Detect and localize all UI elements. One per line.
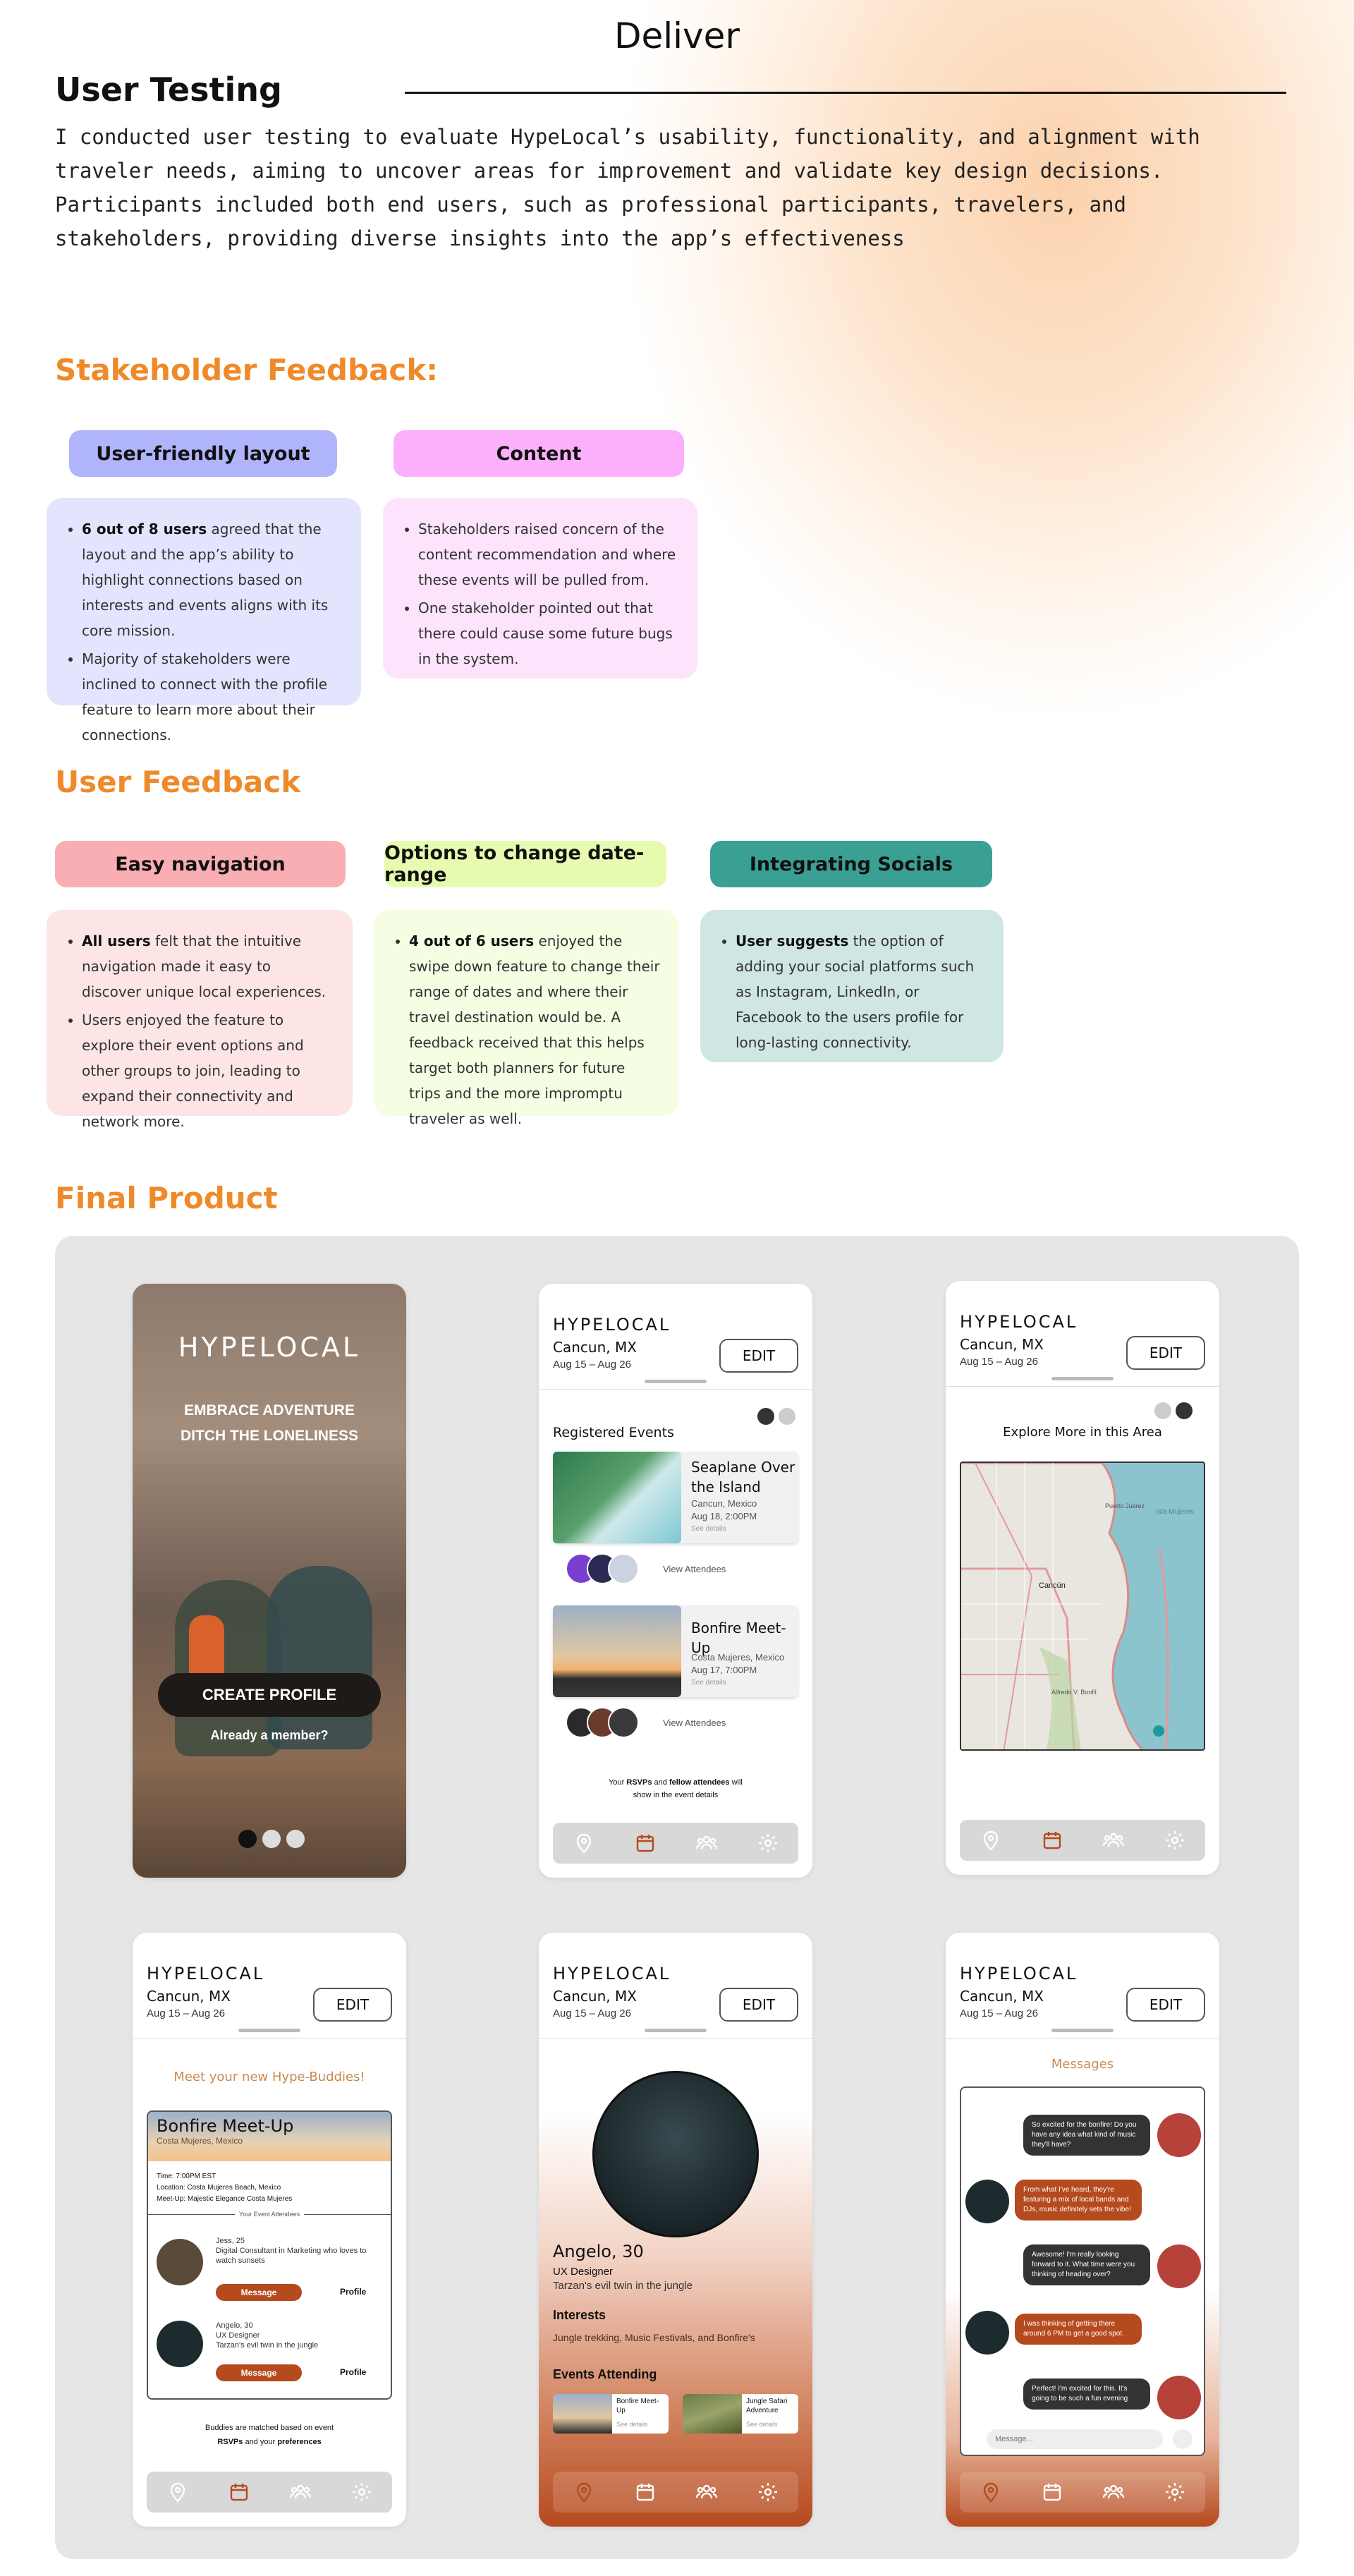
edit-button[interactable]: EDIT (1126, 1336, 1205, 1370)
event-location: Location: Costa Mujeres Beach, Mexico (157, 2184, 281, 2192)
edit-button[interactable]: EDIT (719, 1339, 798, 1373)
phase-title: Deliver (614, 16, 740, 56)
tab-bar (553, 1823, 798, 1864)
send-button[interactable] (1173, 2429, 1193, 2449)
message-button[interactable]: Message (216, 2284, 302, 2301)
event-image (553, 1605, 681, 1697)
page-dots[interactable] (757, 1408, 795, 1425)
edit-button[interactable]: EDIT (313, 1988, 392, 2022)
people-icon[interactable] (1102, 2480, 1126, 2504)
buddy-name: Angelo, 30 (216, 2321, 253, 2330)
app-header (946, 1281, 1219, 1387)
pill-date-range: Options to change date-range (384, 841, 666, 887)
registered-heading: Registered Events (553, 1425, 674, 1440)
phone-messages (946, 1933, 1219, 2527)
pill-user-friendly-layout: User-friendly layout (69, 430, 337, 477)
bullet: • 4 out of 6 users enjoyed the swipe down feature to change their range of dates and where their travel destination would be. A feedback received that this helps target both planners for future trips and the more impromptu traveler as well. (409, 928, 660, 1131)
avatar[interactable] (157, 2321, 203, 2367)
app-header (946, 1933, 1219, 2039)
chat-window (960, 2086, 1205, 2456)
pill-content: Content (394, 430, 684, 477)
event-title: Bonfire Meet-Up (691, 1620, 786, 1656)
tab-bar (960, 1820, 1205, 1861)
attendees-row[interactable] (566, 1707, 812, 1738)
event-banner (148, 2112, 391, 2161)
app-dates: Aug 15 – Aug 26 (960, 2007, 1038, 2019)
messages-heading: Messages (1051, 2057, 1114, 2072)
card-content (383, 498, 697, 679)
map-label: Isla Mujeres (1156, 1508, 1194, 1516)
event-title: Seaplane Over the Island (691, 1459, 795, 1495)
event-place: Costa Mujeres, Mexico (691, 1652, 785, 1663)
event-date: Aug 18, 2:00PM (691, 1511, 757, 1521)
tab-bar (960, 2472, 1205, 2513)
carousel-dot[interactable] (262, 1830, 281, 1848)
tab-bar (147, 2472, 392, 2513)
event-title: Bonfire Meet-Up (157, 2116, 294, 2136)
create-profile-button[interactable]: CREATE PROFILE (158, 1673, 381, 1717)
interests-text: Jungle trekking, Music Festivals, and Bonfire's (553, 2332, 755, 2343)
final-product-title: Final Product (55, 1181, 278, 1215)
chat-bubble: Perfect! I'm excited for this. It's going to be such a fun evening (1023, 2378, 1150, 2410)
app-location: Cancun, MX (553, 1339, 637, 1356)
see-details-link[interactable]: See details (746, 2421, 778, 2428)
app-header (133, 1933, 406, 2039)
people-icon[interactable] (1102, 1828, 1126, 1852)
chat-bubble: So excited for the bonfire! Do you have any idea what kind of music they'll have? (1023, 2115, 1150, 2156)
avatar[interactable] (1157, 2376, 1201, 2419)
profile-link[interactable]: Profile (340, 2287, 367, 2297)
event-image (553, 1452, 681, 1543)
buddy-role: UX Designer (216, 2331, 260, 2340)
already-member-link[interactable]: Already a member? (210, 1728, 329, 1742)
people-icon[interactable] (288, 2480, 312, 2504)
event-time: Time: 7:00PM EST (157, 2173, 216, 2180)
page-dots[interactable] (1154, 1402, 1193, 1419)
card-integrating-socials (700, 910, 1004, 1062)
app-location: Cancun, MX (960, 1988, 1044, 2005)
event-place: Cancun, Mexico (691, 1498, 757, 1509)
chat-bubble: I was thinking of getting there around 6 PM to get a good spot. (1015, 2314, 1142, 2345)
app-dates: Aug 15 – Aug 26 (960, 1356, 1038, 1368)
location-pin-icon[interactable] (166, 2480, 190, 2504)
gear-icon[interactable] (1163, 2480, 1187, 2504)
app-location: Cancun, MX (553, 1988, 637, 2005)
view-attendees-link[interactable]: View Attendees (663, 1717, 726, 1728)
event-list (539, 1452, 812, 1738)
edit-button[interactable]: EDIT (1126, 1988, 1205, 2022)
chat-bubble: From what I've heard, they're featuring a mix of local bands and DJs, music definitely sets the vibe! (1015, 2180, 1142, 2220)
avatar[interactable] (965, 2311, 1009, 2355)
people-icon[interactable] (695, 1831, 719, 1855)
drag-handle[interactable] (645, 1380, 707, 1383)
bullet: • Users enjoyed the feature to explore their event options and other groups to join, leading to expand their connectivity and network more. (82, 1007, 334, 1134)
pill-integrating-socials: Integrating Socials (710, 841, 992, 887)
app-dates: Aug 15 – Aug 26 (553, 2007, 631, 2019)
gear-icon[interactable] (350, 2480, 374, 2504)
stakeholder-feedback-title: Stakeholder Feedback: (55, 353, 439, 387)
event-title: Jungle Safari Adventure (746, 2398, 788, 2414)
hiker-figure (267, 1566, 372, 1749)
drag-handle[interactable] (1051, 2029, 1114, 2032)
map[interactable] (960, 1462, 1205, 1751)
calendar-icon[interactable] (1040, 1828, 1064, 1852)
bullet: • All users felt that the intuitive navigation made it easy to discover unique local experiences. (82, 928, 334, 1004)
calendar-icon[interactable] (227, 2480, 251, 2504)
app-brand: HYPELOCAL (147, 1964, 265, 1983)
app-brand: HYPELOCAL (960, 1964, 1078, 1983)
profile-name: Angelo, 30 (553, 2242, 644, 2261)
chat-bubble: Awesome! I'm really looking forward to it. What time were you thinking of heading over? (1023, 2244, 1150, 2285)
avatar[interactable] (1157, 2113, 1201, 2157)
pill-easy-navigation: Easy navigation (55, 841, 346, 887)
view-attendees-link[interactable]: View Attendees (663, 1563, 726, 1574)
drag-handle[interactable] (238, 2029, 300, 2032)
drag-handle[interactable] (1051, 1377, 1114, 1380)
phone-welcome (133, 1284, 406, 1878)
map-label: Alfredo V. Bonfil (1051, 1689, 1097, 1696)
buddies-footer: Buddies are matched based on event RSVPs and your preferences (205, 2424, 334, 2446)
app-header (539, 1284, 812, 1390)
card-easy-navigation (47, 910, 353, 1130)
gear-icon[interactable] (756, 1831, 780, 1855)
bullet: • 6 out of 8 users agreed that the layout and the app’s ability to highlight connections based on interests and events aligns with its core mission. (82, 516, 343, 643)
tab-bar (553, 2472, 798, 2513)
map-label: Puerto Juárez (1105, 1502, 1145, 1509)
card-date-range (374, 910, 678, 1127)
message-button[interactable]: Message (216, 2364, 302, 2381)
registered-footer: Your RSVPs and fellow attendees will show in the event details (609, 1778, 743, 1799)
bullet: • Stakeholders raised concern of the content recommendation and where these events will be pulled from. (418, 516, 679, 593)
gear-icon[interactable] (1163, 1828, 1187, 1852)
profile-link[interactable]: Profile (340, 2367, 367, 2377)
welcome-brand: HYPELOCAL (178, 1332, 361, 1363)
tagline-2: DITCH THE LONELINESS (180, 1428, 358, 1444)
user-testing-intro: I conducted user testing to evaluate HypeLocal’s usability, functionality, and alignment with traveler needs, aiming to uncover areas for improvement and validate key design decisions. Participants included both end users, such as professional participants, travelers, and stakeholders, providing diverse insights into the app’s effectiveness (55, 125, 1200, 250)
attending-event-card[interactable] (553, 2394, 669, 2434)
app-header (539, 1933, 812, 2039)
phone-explore (946, 1281, 1219, 1875)
phone-registered-events (539, 1284, 812, 1878)
event-card[interactable] (553, 1452, 798, 1543)
location-pin-icon[interactable] (572, 1831, 596, 1855)
bullet: • Majority of stakeholders were inclined to connect with the profile feature to learn more about their connections. (82, 646, 343, 748)
message-input[interactable] (987, 2429, 1163, 2449)
interests-label: Interests (553, 2308, 606, 2322)
buddies-heading: Meet your new Hype-Buddies! (173, 2070, 365, 2084)
see-details-link[interactable]: See details (691, 1525, 726, 1533)
app-dates: Aug 15 – Aug 26 (147, 2007, 225, 2019)
attendees-divider: Your Event Attendees (148, 2211, 391, 2218)
card-user-friendly-layout (47, 498, 361, 743)
location-pin-icon[interactable] (572, 2480, 596, 2504)
event-thumb (683, 2394, 742, 2434)
event-place: Costa Mujeres, Mexico (157, 2136, 243, 2146)
phone-profile (539, 1933, 812, 2527)
event-date: Aug 17, 7:00PM (691, 1665, 757, 1675)
profile-photo[interactable] (592, 2071, 759, 2237)
app-dates: Aug 15 – Aug 26 (553, 1359, 631, 1371)
bullet: • One stakeholder pointed out that there could cause some future bugs in the system. (418, 595, 679, 672)
gear-icon[interactable] (756, 2480, 780, 2504)
app-location: Cancun, MX (960, 1336, 1044, 1353)
see-details-link[interactable]: See details (616, 2421, 648, 2428)
avatar[interactable] (1157, 2244, 1201, 2288)
calendar-icon[interactable] (1040, 2480, 1064, 2504)
calendar-icon[interactable] (633, 2480, 657, 2504)
edit-button[interactable]: EDIT (719, 1988, 798, 2022)
buddies-card (147, 2110, 392, 2400)
tagline-1: EMBRACE ADVENTURE (184, 1402, 355, 1418)
title-rule (405, 92, 1286, 94)
events-attending-label: Events Attending (553, 2367, 657, 2381)
app-brand: HYPELOCAL (553, 1315, 671, 1335)
buddy-bio: Tarzan's evil twin in the jungle (216, 2341, 319, 2350)
app-location: Cancun, MX (147, 1988, 231, 2005)
profile-bio: Tarzan's evil twin in the jungle (553, 2280, 693, 2292)
explore-heading: Explore More in this Area (1003, 1425, 1162, 1440)
buddy-name: Jess, 25 (216, 2237, 245, 2245)
map-label: Cancún (1039, 1581, 1066, 1590)
user-feedback-title: User Feedback (55, 765, 301, 799)
event-meetup: Meet-Up: Majestic Elegance Costa Mujeres (157, 2195, 293, 2203)
bullet: • User suggests the option of adding your social platforms such as Instagram, LinkedIn, or Facebook to the users profile for long-lasting connectivity. (736, 928, 985, 1055)
profile-role: UX Designer (553, 2266, 614, 2278)
drag-handle[interactable] (645, 2029, 707, 2032)
avatar[interactable] (157, 2239, 203, 2285)
attending-event-card[interactable] (683, 2394, 798, 2434)
location-pin-icon[interactable] (979, 1828, 1003, 1852)
event-card[interactable] (553, 1605, 798, 1697)
user-testing-title: User Testing (55, 71, 282, 109)
carousel-dots[interactable] (238, 1830, 305, 1848)
location-pin-icon[interactable] (979, 2480, 1003, 2504)
avatar[interactable] (965, 2180, 1009, 2223)
attendees-row[interactable] (566, 1553, 812, 1584)
carousel-dot[interactable] (286, 1830, 305, 1848)
see-details-link[interactable]: See details (691, 1679, 726, 1687)
app-brand: HYPELOCAL (553, 1964, 671, 1983)
event-title: Bonfire Meet-Up (616, 2398, 659, 2414)
app-brand: HYPELOCAL (960, 1312, 1078, 1332)
event-thumb (553, 2394, 612, 2434)
calendar-icon[interactable] (633, 1831, 657, 1855)
carousel-dot[interactable] (238, 1830, 257, 1848)
people-icon[interactable] (695, 2480, 719, 2504)
phone-buddies (133, 1933, 406, 2527)
buddy-bio: Digital Consultant in Marketing who loves to watch sunsets (216, 2247, 367, 2265)
